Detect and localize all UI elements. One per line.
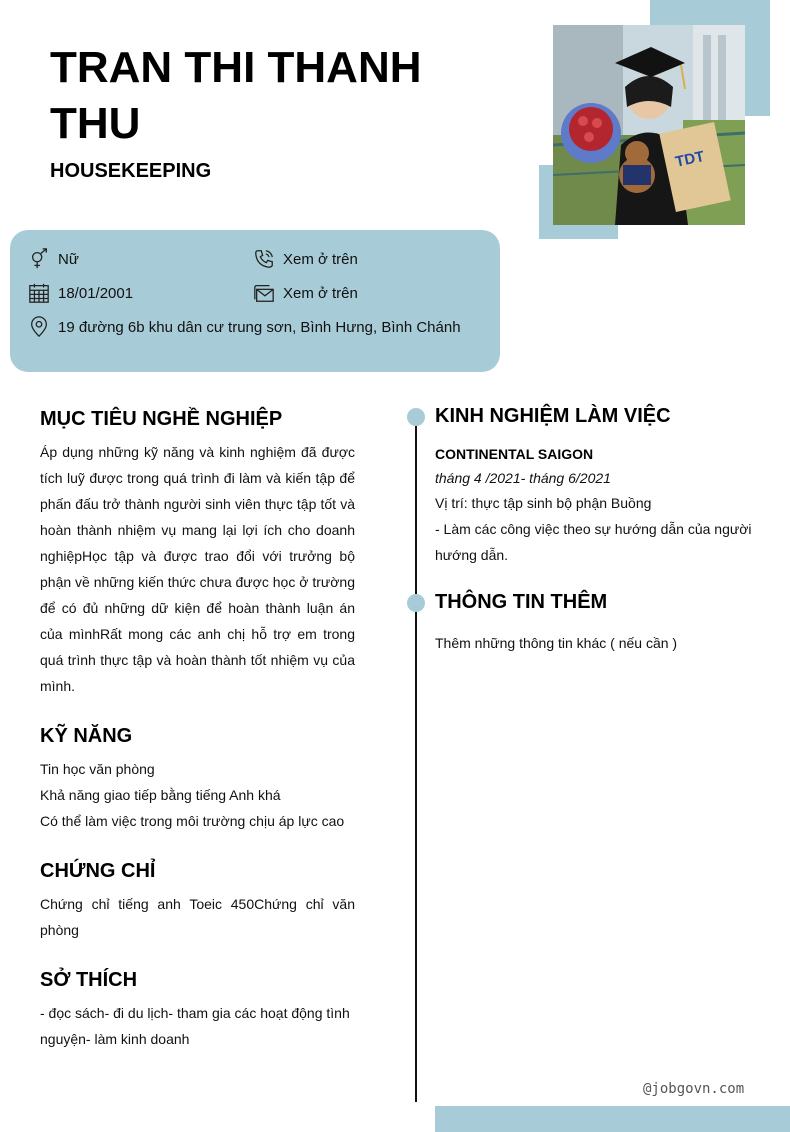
- job-title: HOUSEKEEPING: [50, 160, 212, 182]
- gender-row: [28, 248, 79, 270]
- timeline-dot: [407, 594, 425, 612]
- birthdate-value: 18/01/2001: [58, 284, 134, 302]
- objective-text: Áp dụng những kỹ năng và kinh nghiệm đã được tích luỹ được trong quá trình đi làm và kiến tập để phấn đấu trở thành người sinh viên thực tập tốt và hoàn thành nhiệm vụ mang lại lợi ích cho doanh nghiệpHọc tập và được trao đổi với trưởng bộ phận về những kiến thức chưa được học ở trường để có đủ những dữ kiện để hoàn thành luận án của mìnhRất mong các anh chị hỗ trợ em trong quá trình thực tập và hoàn thành tốt nhiệm vụ của mình.: [40, 444, 355, 694]
- address-value: 19 đường 6b khu dân cư trung sơn, Bình Hưng, Bình Chánh: [58, 318, 461, 336]
- phone-row: [253, 248, 358, 270]
- location-icon: [28, 316, 50, 338]
- profile-photo: [553, 25, 745, 225]
- objective-heading: MỤC TIÊU NGHỀ NGHIỆP: [40, 408, 283, 430]
- gender-value: Nữ: [58, 250, 79, 268]
- hobbies-heading: SỞ THÍCH: [40, 969, 138, 991]
- gender-icon: [28, 248, 50, 270]
- email-value[interactable]: Xem ở trên: [283, 284, 358, 302]
- timeline-dot: [407, 408, 425, 426]
- candidate-name: TRAN THI THANH THU: [50, 43, 422, 148]
- svg-text:TDT: TDT: [673, 148, 706, 171]
- experience-date: tháng 4 /2021- tháng 6/2021: [435, 470, 611, 486]
- phone-icon: [253, 248, 275, 270]
- experience-position: Vị trí: thực tập sinh bộ phận Buồng: [435, 495, 652, 511]
- email-row: [253, 282, 358, 304]
- experience-heading: KINH NGHIỆM LÀM VIỆC: [435, 405, 671, 427]
- hobbies-text: - đọc sách- đi du lịch- tham gia các hoạt động tình nguyện- làm kinh doanh: [40, 1005, 350, 1047]
- extra-text: Thêm những thông tin khác ( nếu cần ): [435, 635, 678, 651]
- birthdate-row: [28, 282, 133, 304]
- footer-accent-bar: [435, 1106, 790, 1132]
- certificates-text: Chứng chỉ tiếng anh Toeic 450Chứng chỉ văn phòng: [40, 896, 355, 938]
- skill-item: Có thể làm việc trong môi trường chịu áp lực cao: [40, 813, 345, 829]
- skill-item: Tin học văn phòng: [40, 761, 155, 777]
- mail-icon: [253, 282, 275, 304]
- experience-company: CONTINENTAL SAIGON: [435, 446, 594, 462]
- certificates-heading: CHỨNG CHỈ: [40, 860, 156, 882]
- address-row: [28, 316, 461, 338]
- skill-item: Khả năng giao tiếp bằng tiếng Anh khá: [40, 787, 281, 803]
- contact-info-panel: [10, 230, 500, 372]
- skills-heading: KỸ NĂNG: [40, 725, 133, 747]
- extra-heading: THÔNG TIN THÊM: [435, 591, 608, 613]
- watermark-text: @jobgovn.com: [643, 1081, 745, 1097]
- calendar-icon: [28, 282, 50, 304]
- phone-value[interactable]: Xem ở trên: [283, 250, 358, 268]
- timeline-line: [415, 418, 417, 1102]
- experience-description: - Làm các công việc theo sự hướng dẫn của người hướng dẫn.: [435, 521, 752, 563]
